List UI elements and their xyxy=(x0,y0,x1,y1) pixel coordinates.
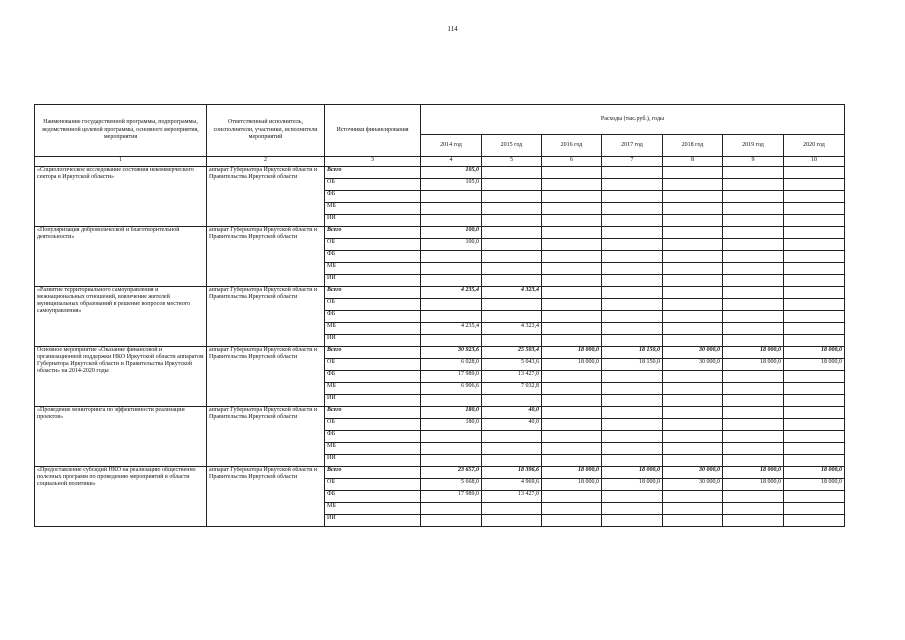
amount-cell xyxy=(542,251,602,263)
amount-cell xyxy=(482,431,542,443)
amount-cell xyxy=(421,215,482,227)
header-year: 2015 год xyxy=(482,135,542,157)
amount-cell xyxy=(663,383,723,395)
amount-cell xyxy=(542,407,602,419)
amount-cell xyxy=(663,179,723,191)
amount-cell xyxy=(663,407,723,419)
header-year: 2018 год xyxy=(663,135,723,157)
amount-cell: 6 028,0 xyxy=(421,359,482,371)
amount-cell: 17 989,0 xyxy=(421,371,482,383)
amount-cell xyxy=(482,179,542,191)
amount-cell xyxy=(723,275,784,287)
amount-cell xyxy=(542,191,602,203)
amount-cell xyxy=(482,227,542,239)
column-number: 7 xyxy=(602,157,663,167)
amount-cell xyxy=(784,239,845,251)
amount-cell: 30 923,6 xyxy=(421,347,482,359)
executor-cell: аппарат Губернатора Иркутской области и Правительства Иркутской области xyxy=(207,467,325,527)
page-number: 114 xyxy=(447,25,458,33)
table-row xyxy=(35,347,845,359)
amount-cell: 18 000,0 xyxy=(723,467,784,479)
amount-cell xyxy=(421,515,482,527)
amount-cell: 5 043,6 xyxy=(482,359,542,371)
amount-cell xyxy=(663,191,723,203)
funding-source-cell: ИИ xyxy=(325,275,421,287)
amount-cell xyxy=(602,215,663,227)
amount-cell xyxy=(482,311,542,323)
amount-cell xyxy=(663,239,723,251)
amount-cell xyxy=(602,455,663,467)
amount-cell xyxy=(723,263,784,275)
amount-cell xyxy=(723,215,784,227)
funding-source-cell: Всего xyxy=(325,347,421,359)
amount-cell xyxy=(663,263,723,275)
amount-cell: 18 000,0 xyxy=(602,479,663,491)
amount-cell xyxy=(542,311,602,323)
funding-source-cell: ОБ xyxy=(325,299,421,311)
amount-cell xyxy=(542,203,602,215)
header-year: 2020 год xyxy=(784,135,845,157)
funding-source-cell: ИИ xyxy=(325,215,421,227)
amount-cell xyxy=(784,371,845,383)
amount-cell xyxy=(542,515,602,527)
amount-cell xyxy=(602,299,663,311)
amount-cell xyxy=(602,407,663,419)
amount-cell: 23 657,0 xyxy=(421,467,482,479)
table-row xyxy=(35,227,845,239)
amount-cell: 18 000,0 xyxy=(723,347,784,359)
amount-cell xyxy=(784,515,845,527)
amount-cell: 4 235,4 xyxy=(421,323,482,335)
amount-cell xyxy=(663,371,723,383)
header-year: 2016 год xyxy=(542,135,602,157)
funding-source-cell: МБ xyxy=(325,443,421,455)
funding-source-cell: МБ xyxy=(325,203,421,215)
amount-cell: 105,0 xyxy=(421,167,482,179)
column-number: 8 xyxy=(663,157,723,167)
amount-cell xyxy=(421,299,482,311)
amount-cell xyxy=(723,443,784,455)
amount-cell xyxy=(784,179,845,191)
amount-cell xyxy=(723,395,784,407)
executor-cell: аппарат Губернатора Иркутской области и Правительства Иркутской области xyxy=(207,227,325,287)
amount-cell: 4 323,4 xyxy=(482,323,542,335)
amount-cell xyxy=(542,431,602,443)
amount-cell xyxy=(542,371,602,383)
amount-cell xyxy=(482,191,542,203)
amount-cell xyxy=(784,311,845,323)
amount-cell xyxy=(723,455,784,467)
amount-cell xyxy=(542,395,602,407)
amount-cell xyxy=(602,431,663,443)
amount-cell xyxy=(602,287,663,299)
funding-source-cell: ОБ xyxy=(325,479,421,491)
amount-cell: 6 906,6 xyxy=(421,383,482,395)
amount-cell xyxy=(602,335,663,347)
amount-cell: 5 668,0 xyxy=(421,479,482,491)
amount-cell xyxy=(663,167,723,179)
amount-cell xyxy=(421,431,482,443)
funding-source-cell: ФБ xyxy=(325,371,421,383)
header-program-name: Наименование государственной программы, подпрограммы, ведомственной целевой программы, основного мероприятия, мероприятия xyxy=(35,105,207,157)
amount-cell xyxy=(482,455,542,467)
amount-cell: 13 427,0 xyxy=(482,491,542,503)
amount-cell xyxy=(602,419,663,431)
funding-source-cell: ОБ xyxy=(325,419,421,431)
amount-cell: 18 000,0 xyxy=(723,359,784,371)
amount-cell xyxy=(663,215,723,227)
funding-source-cell: Всего xyxy=(325,407,421,419)
amount-cell xyxy=(723,227,784,239)
amount-cell xyxy=(602,167,663,179)
header-expenses: Расходы (тыс.руб.), годы xyxy=(421,105,845,135)
amount-cell xyxy=(784,491,845,503)
column-number: 2 xyxy=(207,157,325,167)
amount-cell xyxy=(784,263,845,275)
amount-cell xyxy=(602,251,663,263)
amount-cell: 18 000,0 xyxy=(784,467,845,479)
funding-source-cell: ОБ xyxy=(325,359,421,371)
amount-cell xyxy=(784,335,845,347)
amount-cell xyxy=(784,203,845,215)
amount-cell: 18 000,0 xyxy=(542,479,602,491)
amount-cell xyxy=(482,239,542,251)
amount-cell xyxy=(482,215,542,227)
amount-cell xyxy=(542,215,602,227)
amount-cell xyxy=(602,227,663,239)
amount-cell xyxy=(723,491,784,503)
amount-cell xyxy=(602,191,663,203)
amount-cell xyxy=(421,335,482,347)
funding-source-cell: ФБ xyxy=(325,491,421,503)
amount-cell xyxy=(723,239,784,251)
amount-cell xyxy=(421,455,482,467)
amount-cell xyxy=(663,203,723,215)
amount-cell xyxy=(542,167,602,179)
funding-source-cell: Всего xyxy=(325,167,421,179)
amount-cell xyxy=(784,299,845,311)
amount-cell xyxy=(421,395,482,407)
amount-cell: 18 150,0 xyxy=(602,359,663,371)
executor-cell: аппарат Губернатора Иркутской области и Правительства Иркутской области xyxy=(207,407,325,467)
funding-source-cell: ОБ xyxy=(325,239,421,251)
header-year: 2014 год xyxy=(421,135,482,157)
amount-cell xyxy=(602,383,663,395)
amount-cell xyxy=(482,203,542,215)
funding-source-cell: МБ xyxy=(325,503,421,515)
amount-cell xyxy=(602,395,663,407)
amount-cell xyxy=(723,251,784,263)
amount-cell: 18 000,0 xyxy=(542,359,602,371)
funding-source-cell: Всего xyxy=(325,227,421,239)
amount-cell xyxy=(663,419,723,431)
amount-cell xyxy=(542,227,602,239)
amount-cell xyxy=(542,263,602,275)
amount-cell: 40,0 xyxy=(482,407,542,419)
amount-cell xyxy=(542,299,602,311)
amount-cell xyxy=(723,191,784,203)
amount-cell xyxy=(542,491,602,503)
executor-cell: аппарат Губернатора Иркутской области и Правительства Иркутской области xyxy=(207,347,325,407)
amount-cell xyxy=(602,503,663,515)
program-name-cell: «Социологическое исследование состояния некоммерческого сектора в Иркутской области» xyxy=(35,167,207,227)
executor-cell: аппарат Губернатора Иркутской области и Правительства Иркутской области xyxy=(207,287,325,347)
column-number: 4 xyxy=(421,157,482,167)
amount-cell xyxy=(723,179,784,191)
amount-cell xyxy=(482,335,542,347)
amount-cell xyxy=(602,311,663,323)
amount-cell xyxy=(482,275,542,287)
column-number: 3 xyxy=(325,157,421,167)
amount-cell xyxy=(542,323,602,335)
amount-cell: 100,0 xyxy=(421,227,482,239)
funding-source-cell: ИИ xyxy=(325,335,421,347)
amount-cell xyxy=(542,239,602,251)
amount-cell xyxy=(663,491,723,503)
header-year: 2019 год xyxy=(723,135,784,157)
amount-cell xyxy=(542,335,602,347)
amount-cell xyxy=(784,443,845,455)
funding-source-cell: ФБ xyxy=(325,311,421,323)
amount-cell xyxy=(602,275,663,287)
column-number: 5 xyxy=(482,157,542,167)
amount-cell: 17 989,0 xyxy=(421,491,482,503)
amount-cell xyxy=(784,215,845,227)
funding-source-cell: Всего xyxy=(325,467,421,479)
amount-cell xyxy=(784,407,845,419)
funding-source-cell: МБ xyxy=(325,263,421,275)
program-name-cell: Основное мероприятие «Оказание финансовой и организационной поддержки НКО Иркутской области аппаратом Губернатора Иркутской области и Правительства Иркутской области» на 2014-2020 годы xyxy=(35,347,207,407)
amount-cell xyxy=(482,251,542,263)
amount-cell: 18 150,0 xyxy=(602,347,663,359)
amount-cell xyxy=(663,299,723,311)
amount-cell xyxy=(723,503,784,515)
funding-source-cell: ИИ xyxy=(325,455,421,467)
amount-cell xyxy=(723,203,784,215)
amount-cell: 18 000,0 xyxy=(602,467,663,479)
amount-cell xyxy=(663,227,723,239)
amount-cell xyxy=(421,443,482,455)
amount-cell xyxy=(482,515,542,527)
amount-cell xyxy=(542,455,602,467)
amount-cell xyxy=(784,455,845,467)
amount-cell xyxy=(421,311,482,323)
amount-cell xyxy=(602,323,663,335)
table-row xyxy=(35,407,845,419)
funding-source-cell: МБ xyxy=(325,383,421,395)
column-number: 1 xyxy=(35,157,207,167)
header-funding-source: Источники финансирования xyxy=(325,105,421,157)
amount-cell xyxy=(784,251,845,263)
amount-cell xyxy=(663,287,723,299)
amount-cell xyxy=(602,371,663,383)
table-row xyxy=(35,287,845,299)
amount-cell xyxy=(663,311,723,323)
amount-cell xyxy=(663,323,723,335)
funding-source-cell: ФБ xyxy=(325,431,421,443)
amount-cell: 25 503,4 xyxy=(482,347,542,359)
amount-cell xyxy=(542,383,602,395)
amount-cell xyxy=(723,167,784,179)
amount-cell: 180,0 xyxy=(421,419,482,431)
amount-cell xyxy=(482,299,542,311)
amount-cell: 30 000,0 xyxy=(663,359,723,371)
amount-cell xyxy=(784,395,845,407)
amount-cell xyxy=(421,503,482,515)
funding-source-cell: ИИ xyxy=(325,515,421,527)
column-number: 6 xyxy=(542,157,602,167)
amount-cell xyxy=(784,167,845,179)
amount-cell: 18 000,0 xyxy=(542,467,602,479)
amount-cell xyxy=(784,227,845,239)
amount-cell xyxy=(663,443,723,455)
amount-cell xyxy=(723,431,784,443)
funding-source-cell: ОБ xyxy=(325,179,421,191)
column-number: 10 xyxy=(784,157,845,167)
amount-cell xyxy=(602,263,663,275)
amount-cell: 18 000,0 xyxy=(723,479,784,491)
amount-cell xyxy=(482,167,542,179)
funding-source-cell: Всего xyxy=(325,287,421,299)
amount-cell xyxy=(421,191,482,203)
amount-cell: 180,0 xyxy=(421,407,482,419)
amount-cell xyxy=(723,287,784,299)
amount-cell xyxy=(542,179,602,191)
amount-cell: 4 323,4 xyxy=(482,287,542,299)
header-year: 2017 год xyxy=(602,135,663,157)
amount-cell: 30 000,0 xyxy=(663,347,723,359)
amount-cell xyxy=(663,251,723,263)
amount-cell xyxy=(542,287,602,299)
amount-cell xyxy=(663,515,723,527)
funding-source-cell: ФБ xyxy=(325,251,421,263)
program-name-cell: «Популяризация добровольческой и благотворительной деятельности» xyxy=(35,227,207,287)
amount-cell: 18 000,0 xyxy=(784,359,845,371)
funding-source-cell: ИИ xyxy=(325,395,421,407)
amount-cell xyxy=(663,503,723,515)
table-row xyxy=(35,167,845,179)
amount-cell xyxy=(723,515,784,527)
amount-cell: 105,0 xyxy=(421,179,482,191)
amount-cell xyxy=(723,407,784,419)
budget-table xyxy=(34,104,845,527)
program-name-cell: «Предоставление субсидий НКО на реализацию общественно полезных программ по проведению мероприятий в области социальной политики» xyxy=(35,467,207,527)
amount-cell xyxy=(784,503,845,515)
amount-cell xyxy=(482,443,542,455)
amount-cell xyxy=(663,275,723,287)
amount-cell xyxy=(482,263,542,275)
column-number: 9 xyxy=(723,157,784,167)
funding-source-cell: ФБ xyxy=(325,191,421,203)
amount-cell: 18 000,0 xyxy=(784,347,845,359)
amount-cell: 7 032,8 xyxy=(482,383,542,395)
amount-cell xyxy=(602,515,663,527)
amount-cell xyxy=(421,251,482,263)
amount-cell xyxy=(663,455,723,467)
amount-cell: 4 969,6 xyxy=(482,479,542,491)
amount-cell xyxy=(421,263,482,275)
amount-cell xyxy=(784,419,845,431)
amount-cell: 18 000,0 xyxy=(784,479,845,491)
amount-cell xyxy=(663,431,723,443)
amount-cell xyxy=(784,275,845,287)
amount-cell xyxy=(602,239,663,251)
amount-cell xyxy=(723,323,784,335)
funding-source-cell: МБ xyxy=(325,323,421,335)
amount-cell xyxy=(723,311,784,323)
amount-cell xyxy=(602,443,663,455)
header-executor: Ответственный исполнитель, соисполнители, участники, исполнители мероприятий xyxy=(207,105,325,157)
table-row xyxy=(35,467,845,479)
amount-cell xyxy=(723,371,784,383)
amount-cell: 40,0 xyxy=(482,419,542,431)
amount-cell xyxy=(421,275,482,287)
amount-cell xyxy=(482,503,542,515)
program-name-cell: «Развитие территориального самоуправления и межнациональных отношений, вовлечение жителей муниципальных образований в решение вопросов местного самоуправления» xyxy=(35,287,207,347)
amount-cell xyxy=(542,503,602,515)
amount-cell: 18 396,6 xyxy=(482,467,542,479)
amount-cell xyxy=(784,383,845,395)
amount-cell xyxy=(602,491,663,503)
amount-cell xyxy=(784,323,845,335)
amount-cell xyxy=(542,419,602,431)
executor-cell: аппарат Губернатора Иркутской области и Правительства Иркутской области xyxy=(207,167,325,227)
amount-cell xyxy=(542,275,602,287)
amount-cell xyxy=(602,203,663,215)
amount-cell: 30 000,0 xyxy=(663,479,723,491)
amount-cell xyxy=(784,191,845,203)
amount-cell xyxy=(663,395,723,407)
amount-cell xyxy=(723,335,784,347)
amount-cell: 100,0 xyxy=(421,239,482,251)
amount-cell: 13 427,0 xyxy=(482,371,542,383)
amount-cell xyxy=(482,395,542,407)
amount-cell xyxy=(723,299,784,311)
amount-cell: 30 000,0 xyxy=(663,467,723,479)
amount-cell xyxy=(663,335,723,347)
amount-cell xyxy=(421,203,482,215)
program-name-cell: «Проведение мониторинга по эффективности реализации проектов» xyxy=(35,407,207,467)
amount-cell: 18 000,0 xyxy=(542,347,602,359)
amount-cell xyxy=(542,443,602,455)
amount-cell xyxy=(784,287,845,299)
amount-cell xyxy=(784,431,845,443)
amount-cell xyxy=(602,179,663,191)
amount-cell: 4 235,4 xyxy=(421,287,482,299)
amount-cell xyxy=(723,419,784,431)
amount-cell xyxy=(723,383,784,395)
